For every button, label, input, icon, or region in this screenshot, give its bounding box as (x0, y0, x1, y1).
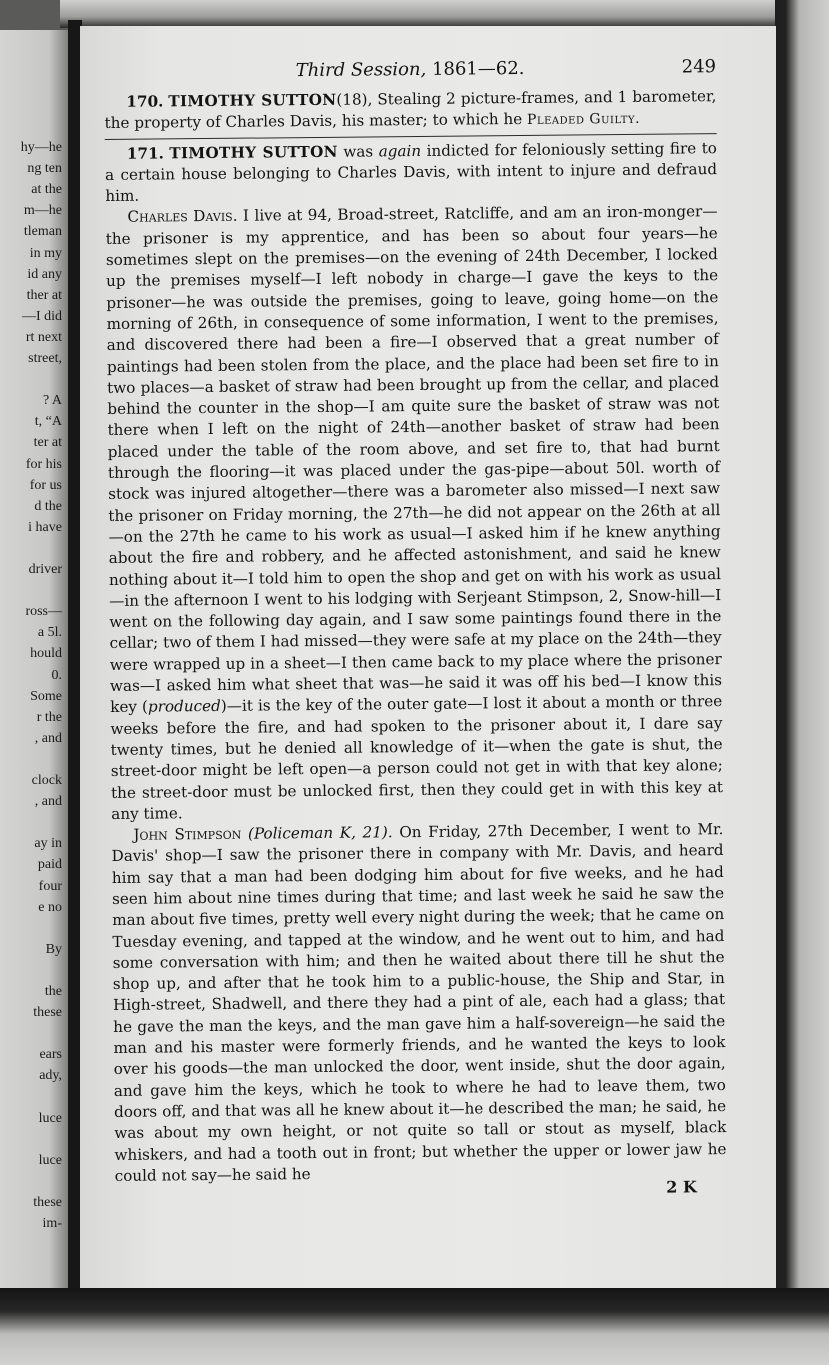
left-page-fragment: for us (29, 477, 62, 493)
left-page-fragment: these (33, 1195, 62, 1210)
left-page-fragment: ? A (42, 393, 62, 409)
right-page (80, 26, 776, 1288)
case-170-entry (104, 86, 716, 135)
left-page-fragment: these (33, 1005, 62, 1021)
left-facing-page (0, 30, 70, 1300)
bottom-page-edge (0, 1288, 829, 1365)
running-head (104, 56, 716, 92)
davis-produced: produced (147, 697, 221, 716)
stimpson-testimony (111, 819, 726, 1187)
left-page-fragment: luce (38, 1152, 62, 1168)
left-page-fragment: for his (25, 456, 62, 472)
left-page-fragment: id any (27, 266, 62, 282)
page-number: 249 (681, 56, 717, 78)
davis-testimony-text-1: I live at 94, Broad-street, Ratcliffe, and am an iron-monger—the prisoner is my apprentice, and has been so about four years—he sometimes slept on the premises—on the evening of 24th December, I locked up the premises myself—I left nobody in charge—I gave the keys to the prisoner—he was outside the premises, going to leave, going home—on the morning of 26th, in consequence of some information, I went to the premises, and discovered there had been a fire—I observed that a great number of paintings had been stolen from the place, and the place had been set fire to in two places—a basket of straw had been brought up from the cellar, and placed behind the counter in the shop—I am quite sure the basket of straw was not there when I left on the night of 24th—another basket of straw had been placed under the table of the room above, and set fire to, that had burnt through the flooring—it was placed under the gas-pipe—about 50l. worth of stock was injured altogether—there was a barometer also missed—I next saw the prisoner on Friday morning, the 27th—he did not appear on the 26th at all—on the 27th he came to his work as usual—I asked him if he knew anything about the fire and robbery, and he affected astonishment, and said he knew nothing about it—I told him to open the shop and get on with his work as usual—in the afternoon I went to his lodging with Serjeant Stimpson, 2, Snow-hill—I went on the following day again, and I saw some paintings found there in the cellar; two of them I had missed—they were safe at my place on the 24th—they were wrapped up in a sheet—I then came back to my place where the prisoner was—I asked him what sheet that was—he said it was off his bed—I know this key ( (105, 202, 723, 717)
session-years: 1861—62. (431, 57, 525, 80)
signature-mark (115, 1177, 727, 1209)
left-page-fragment: im- (42, 1216, 62, 1232)
top-page-edge (60, 0, 780, 28)
left-page-fragment: luce (38, 1110, 62, 1126)
left-page-fragment: d the (34, 498, 62, 514)
case-171-text-post: indicted for feloniously setting fire to a certain house belonging to Charles Davis, with intent to injure and defraud him. (104, 138, 718, 206)
left-page-fragment: , and (34, 730, 62, 746)
left-page-fragment: ng ten (27, 161, 62, 177)
left-page-fragment: ady, (39, 1068, 62, 1084)
stimpson-witness-name: John Stimpson (133, 824, 242, 844)
left-page-fragment: tleman (23, 224, 62, 240)
case-171-entry (105, 138, 718, 208)
left-page-fragment: e no (38, 899, 62, 915)
session-name: Third Session, (295, 58, 427, 82)
signature-mark-text: 2 K (666, 1177, 697, 1197)
left-page-fragment: a 5l. (37, 625, 62, 641)
right-page-edge (775, 0, 829, 1365)
left-page-fragment: paid (37, 857, 62, 873)
left-page-fragment: r the (36, 709, 62, 725)
left-page-fragment: t, “A (34, 414, 62, 430)
left-page-fragment: clock (31, 773, 62, 788)
stimpson-rank: (Policeman K, 21). (247, 823, 393, 843)
left-page-fragment: street, (28, 351, 62, 366)
case-170-plea: Pleaded Guilty. (526, 111, 641, 129)
left-page-fragment: Some (30, 688, 62, 704)
case-171-number: 171. (126, 144, 164, 163)
case-171-text-pre: was (343, 142, 374, 161)
left-page-fragment: ther at (26, 287, 62, 303)
case-170-text: (18), Stealing 2 picture-frames, and 1 barometer, the property of Charles Davis, his master; to which he (104, 87, 717, 133)
stimpson-testimony-text: On Friday, 27th December, I went to Mr. Davis' shop—I saw the prisoner there in company with Mr. Davis, and heard him say that a man had been dodging him about for five weeks, and he had seen him about nine times during that time; and last week he said he saw the man about five times, pretty well every night during the week; that he came on Tuesday evening, and tapped at the window, and he went out to him, and had some conversation with him; and then he waited about there till he shut the shop up, and after that he took him to a public-house, the Ship and Star, in High-street, Shadwell, and there they had a pint of ale, each had a glass; that he gave the man the keys, and the man gave him a half-sovereign—he said the man and his master were formerly friends, and he wanted the keys to look over his goods—the man unlocked the door, went inside, shut the door again, and gave him the keys, which he took to where he had to leave them, two doors off, and that was all he knew about it—he described the man; he said, he was about my own height, or not quite so tall or stout as myself, black whiskers, and had a tooth out in front; but whether the upper or lower jaw he could not say—he said he (111, 820, 727, 1185)
left-page-fragment: m—he (23, 203, 62, 219)
left-page-fragment: four (38, 878, 62, 894)
left-page-fragment: ter at (33, 435, 62, 451)
left-page-fragment: —I did (21, 308, 62, 324)
page-text-block (104, 56, 727, 1209)
session-title (104, 56, 716, 83)
left-page-fragment: hy—he (20, 140, 62, 155)
davis-testimony (105, 202, 723, 825)
left-page-fragment: By (45, 941, 62, 957)
left-page-fragment: the (44, 984, 62, 999)
left-page-fragment: driver (28, 562, 62, 577)
case-171-defendant: TIMOTHY SUTTON (169, 142, 338, 162)
case-171-again: again (378, 141, 422, 160)
left-page-fragment: ears (39, 1047, 62, 1063)
left-page-fragment: , and (34, 794, 62, 810)
left-page-fragment: rt next (25, 329, 62, 345)
case-170-number: 170. (126, 92, 164, 111)
davis-testimony-text-2: )—it is the key of the outer gate—I lost it about a month or three weeks before the fire, and had spoken to the prisoner about it, I dare say twenty times, but he denied all knowledge of it—when the gate is shut, the street-door might be left open—a person could not get in with that key alone; the street-door must be unlocked first, then they could get in with this key at any time. (110, 692, 724, 823)
davis-witness-name: Charles Davis. (127, 207, 238, 227)
left-page-fragment: hould (30, 646, 62, 662)
left-page-fragment: 0. (51, 667, 62, 683)
left-page-fragment: i have (28, 519, 62, 535)
case-170-defendant: TIMOTHY SUTTON (168, 90, 337, 111)
left-page-fragment: in my (29, 245, 62, 261)
left-page-fragment: ay in (34, 836, 62, 852)
left-page-fragment: at the (31, 182, 62, 198)
left-page-fragment: ross— (25, 604, 62, 620)
